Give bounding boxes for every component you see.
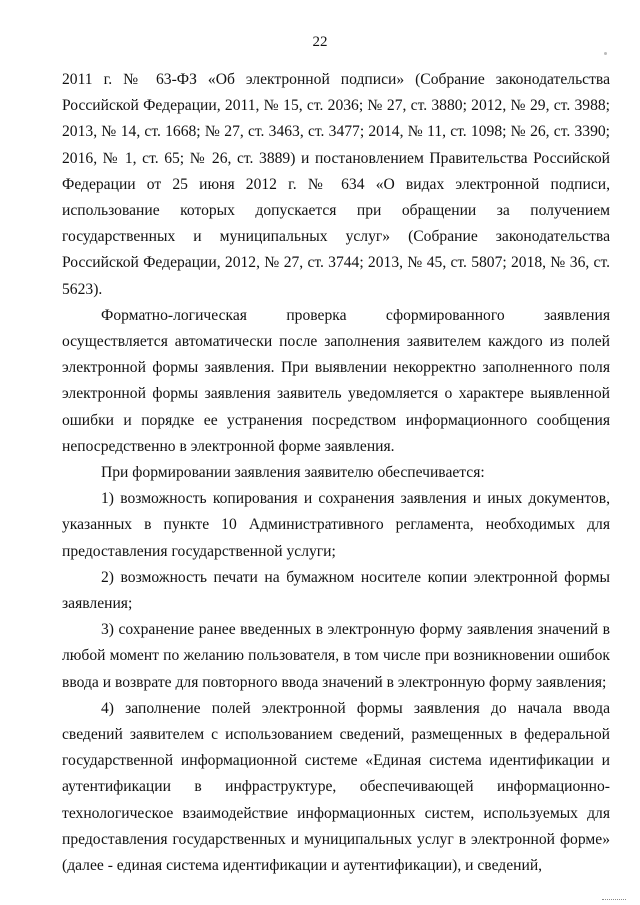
paragraph-format-check: Форматно-логическая проверка сформированного заявления осуществляется автоматически после заполнения заявителем каждого из полей электронной формы заявления. При выявлении некорректно заполненного поля электронной формы заявления заявитель уведомляется о характере выявленной ошибки и порядке ее устранения посредством информационного сообщения непосредственно в электронной форме заявления.: [62, 306, 610, 455]
paragraph-law-citation: 2011 г. № 63-ФЗ «Об электронной подписи» (Собрание законодательства Российской Федерации, 2011, № 15, ст. 2036; № 27, ст. 3880; 2012, № 29, ст. 3988; 2013, № 14, ст. 1668; № 27, ст. 3463, ст. 3477; 2014, № 11, ст. 1098; № 26, ст. 3390; 2016, № 1, ст. 65; № 26, ст. 3889) и постановлением Правительства Российской Федерации от 25 июня 2012 г. № 634 «О видах электронной подписи, использование которых допускается при обращении за получением государственных и муниципальных услуг» (Собрание законодательства Российской Федерации, 2012, № 27, ст. 3744; 2013, № 45, ст. 5807; 2018, № 36, ст. 5623).: [62, 71, 610, 298]
paragraph-provided-intro: При формировании заявления заявителю обеспечивается:: [101, 464, 485, 482]
scan-speck: [604, 52, 607, 55]
document-body: [62, 67, 610, 879]
list-item-3: 3) сохранение ранее введенных в электронную форму заявления значений в любой момент по желанию пользователя, в том числе при возникновении ошибок ввода и возврате для повторного ввода значений в электронную форму заявления;: [62, 621, 610, 691]
list-item-1: 1) возможность копирования и сохранения заявления и иных документов, указанных в пункте 10 Административного регламента, необходимых для предоставления государственной услуги;: [62, 490, 610, 560]
page-number: 22: [312, 34, 328, 50]
list-item-2: 2) возможность печати на бумажном носителе копии электронной формы заявления;: [62, 568, 610, 613]
list-item-4: 4) заполнение полей электронной формы заявления до начала ввода сведений заявителем с использованием сведений, размещенных в федеральной государственной информационной системе «Единая система идентификации и аутентификации в инфраструктуре, обеспечивающей информационно-технологическое взаимодействие информационных систем, используемых для предоставления государственных и муниципальных услуг в электронной форме» (далее - единая система идентификации и аутентификации), и сведений,: [62, 699, 610, 875]
scan-edge-mark: [602, 899, 626, 902]
